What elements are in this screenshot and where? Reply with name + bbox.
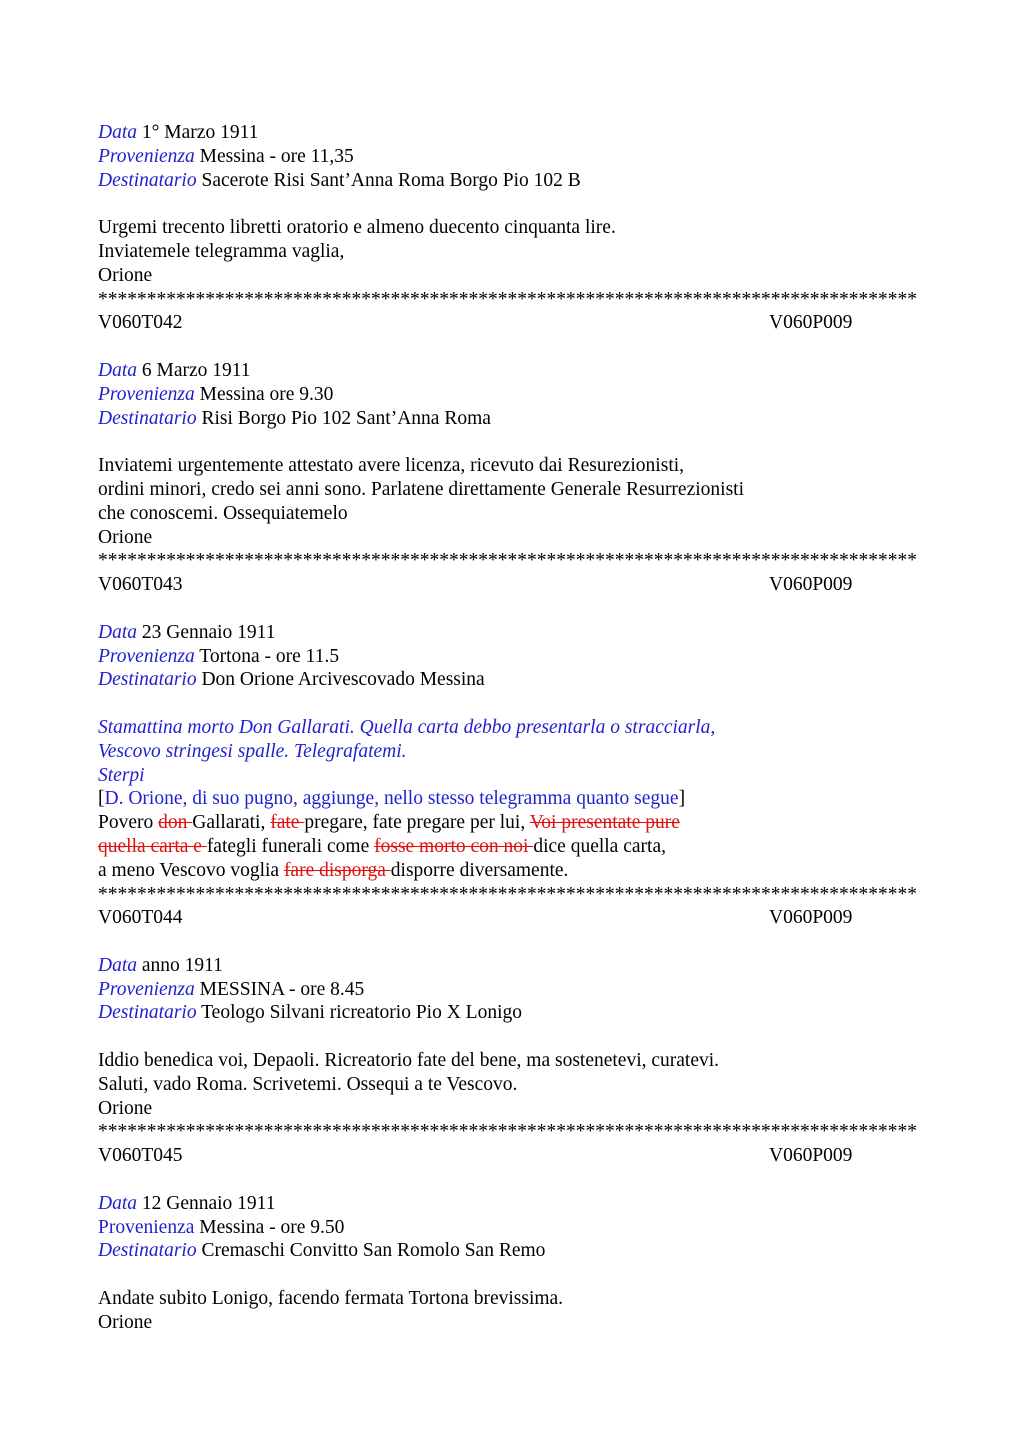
note-text: D. Orione, di suo pugno, aggiunge, nello stesso telegramma quanto segue bbox=[104, 788, 679, 810]
origin-value: Messina - ore 11,35 bbox=[199, 145, 354, 167]
text-span: disporre diversamente. bbox=[390, 859, 569, 881]
provenienza-label: Provenienza bbox=[98, 645, 195, 667]
origin-line bbox=[98, 978, 928, 1002]
text-span: Povero bbox=[98, 812, 159, 834]
destinatario-label: Destinatario bbox=[98, 169, 197, 191]
text-span: a meno Vescovo voglia bbox=[98, 859, 284, 881]
separator: ************************************************************************************ bbox=[98, 550, 917, 572]
deleted-text: don bbox=[158, 812, 193, 834]
record-code-line bbox=[98, 311, 928, 335]
document-page bbox=[98, 121, 928, 1335]
body-line: Inviatemele telegramma vaglia, bbox=[98, 240, 345, 262]
date-line bbox=[98, 1192, 928, 1216]
data-label: Data bbox=[98, 359, 137, 381]
destinatario-label: Destinatario bbox=[98, 1240, 197, 1262]
origin-line bbox=[98, 145, 928, 169]
page-code: V060P009 bbox=[769, 574, 853, 596]
sender-signature: Sterpi bbox=[98, 764, 145, 786]
date-value: 1° Marzo 1911 bbox=[141, 122, 259, 143]
date-line bbox=[98, 954, 928, 978]
editor-note bbox=[98, 787, 928, 811]
signature: Orione bbox=[98, 1097, 153, 1119]
record-code: V060T043 bbox=[98, 574, 183, 596]
body-line: ordini minori, credo sei anni sono. Parlatene direttamente Generale Resurrezionisti bbox=[98, 478, 744, 500]
destinatario-label: Destinatario bbox=[98, 1002, 197, 1024]
data-label: Data bbox=[98, 954, 137, 976]
body-line: che conoscemi. Ossequiatemelo bbox=[98, 502, 348, 524]
origin-value: MESSINA - ore 8.45 bbox=[199, 978, 365, 1000]
signature: Orione bbox=[98, 526, 153, 548]
date-line bbox=[98, 621, 928, 645]
deleted-text: fare disporga bbox=[283, 859, 391, 881]
recipient-value: Don Orione Arcivescovado Messina bbox=[201, 669, 485, 691]
destinatario-label: Destinatario bbox=[98, 407, 197, 429]
deleted-text: quella carta e bbox=[98, 835, 207, 857]
deleted-text: fosse morto con noi bbox=[374, 835, 534, 857]
page-code: V060P009 bbox=[769, 1145, 853, 1167]
origin-value: Tortona - ore 11.5 bbox=[199, 645, 340, 667]
record-code-line bbox=[98, 906, 928, 930]
separator: ************************************************************************************ bbox=[98, 288, 917, 310]
record-code-line bbox=[98, 573, 928, 597]
recipient-value: Sacerote Risi Sant’Anna Roma Borgo Pio 102 B bbox=[201, 169, 581, 191]
record-code: V060T042 bbox=[98, 312, 183, 334]
origin-value: Messina - ore 9.50 bbox=[199, 1216, 345, 1238]
recipient-line bbox=[98, 668, 928, 692]
deleted-text: Voi presentate pure bbox=[529, 812, 680, 834]
body-line: Saluti, vado Roma. Scrivetemi. Ossequi a te Vescovo. bbox=[98, 1073, 518, 1095]
date-value: 6 Marzo 1911 bbox=[141, 359, 251, 381]
page-code: V060P009 bbox=[769, 907, 853, 929]
provenienza-label: Provenienza bbox=[98, 978, 195, 1000]
recipient-value: Risi Borgo Pio 102 Sant’Anna Roma bbox=[201, 407, 491, 429]
data-label: Data bbox=[98, 122, 137, 143]
origin-line bbox=[98, 645, 928, 669]
provenienza-label: Provenienza bbox=[98, 383, 195, 405]
provenienza-label: Provenienza bbox=[98, 145, 195, 167]
text-span: pregare, fate pregare per lui, bbox=[304, 812, 530, 834]
text-span: fategli funerali come bbox=[206, 835, 375, 857]
recipient-value: Teologo Silvani ricreatorio Pio X Lonigo bbox=[201, 1002, 522, 1024]
body-line: Andate subito Lonigo, facendo fermata Tortona brevissima. bbox=[98, 1288, 564, 1310]
date-line bbox=[98, 121, 928, 145]
origin-line bbox=[98, 383, 928, 407]
recipient-line bbox=[98, 169, 928, 193]
separator: ************************************************************************************ bbox=[98, 1121, 917, 1143]
record-code-line bbox=[98, 1144, 928, 1168]
data-label: Data bbox=[98, 621, 137, 643]
date-value: 23 Gennaio 1911 bbox=[141, 621, 276, 643]
body-line: Iddio benedica voi, Depaoli. Ricreatorio fate del bene, ma sostenetevi, curatevi. bbox=[98, 1050, 720, 1072]
edited-line bbox=[98, 859, 928, 883]
date-value: 12 Gennaio 1911 bbox=[141, 1192, 276, 1214]
recipient-value: Cremaschi Convitto San Romolo San Remo bbox=[201, 1240, 546, 1262]
recipient-line bbox=[98, 407, 928, 431]
destinatario-label: Destinatario bbox=[98, 669, 197, 691]
signature: Orione bbox=[98, 1311, 153, 1333]
telegram-text-line: Vescovo stringesi spalle. Telegrafatemi. bbox=[98, 740, 407, 762]
text-span: Gallarati, bbox=[192, 812, 271, 834]
date-line bbox=[98, 359, 928, 383]
record-code: V060T045 bbox=[98, 1145, 183, 1167]
page-code: V060P009 bbox=[769, 312, 853, 334]
note-bracket-close: ] bbox=[678, 788, 686, 810]
note-bracket-open: [ bbox=[98, 788, 105, 810]
text-span: dice quella carta, bbox=[533, 835, 666, 857]
body-line: Urgemi trecento libretti oratorio e almeno duecento cinquanta lire. bbox=[98, 217, 616, 239]
signature: Orione bbox=[98, 264, 153, 286]
origin-value: Messina ore 9.30 bbox=[199, 383, 334, 405]
provenienza-label: Provenienza bbox=[98, 1216, 195, 1238]
origin-line bbox=[98, 1216, 928, 1240]
body-line: Inviatemi urgentemente attestato avere licenza, ricevuto dai Resurezionisti, bbox=[98, 455, 685, 477]
telegram-text-line: Stamattina morto Don Gallarati. Quella carta debbo presentarla o stracciarla, bbox=[98, 716, 716, 738]
edited-line bbox=[98, 835, 928, 859]
separator: ************************************************************************************ bbox=[98, 883, 917, 905]
record-code: V060T044 bbox=[98, 907, 183, 929]
data-label: Data bbox=[98, 1192, 137, 1214]
date-value: anno 1911 bbox=[141, 954, 223, 976]
recipient-line bbox=[98, 1001, 928, 1025]
edited-line bbox=[98, 811, 928, 835]
recipient-line bbox=[98, 1239, 928, 1263]
deleted-text: fate bbox=[270, 812, 305, 834]
